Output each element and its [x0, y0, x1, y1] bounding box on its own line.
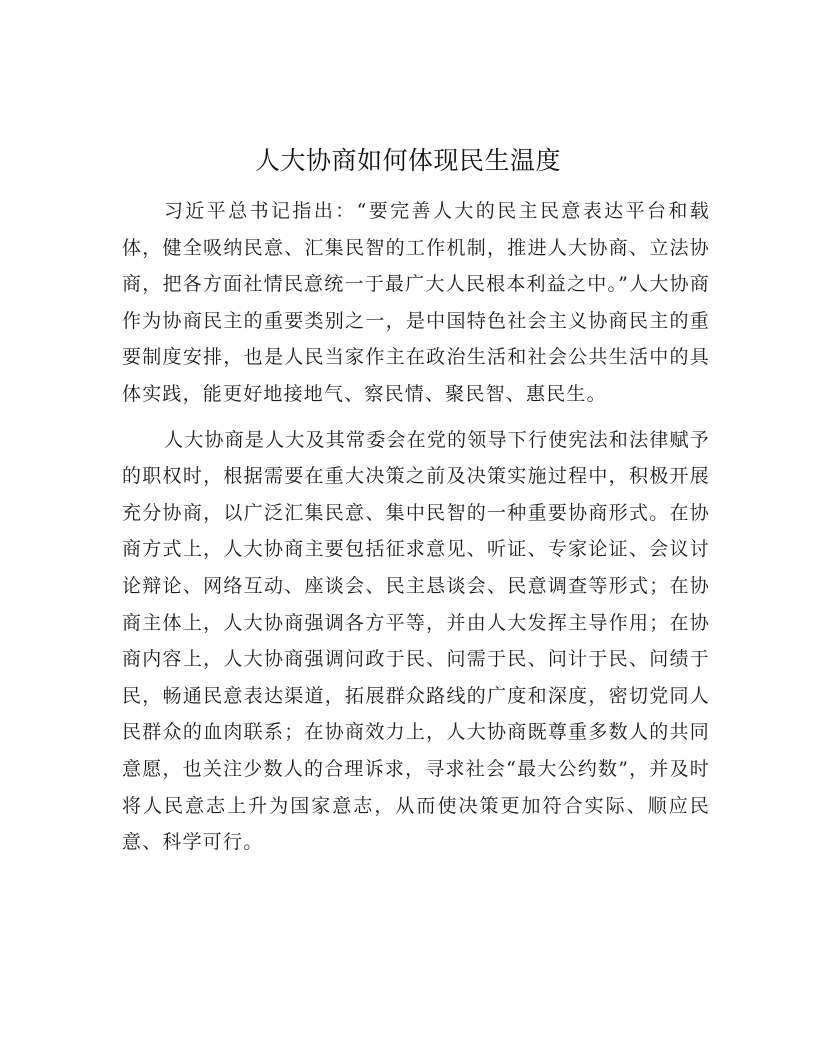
paragraph-2: 人大协商是人大及其常委会在党的领导下行使宪法和法律赋予的职权时，根据需要在重大决策之前及决策实施过程中，积极开展充分协商，以广泛汇集民意、集中民智的一种重要协商形式。在协商方式上，人大协商主要包括征求意见、听证、专家论证、会议讨论辩论、网络互动、座谈会、民主恳谈会、民意调查等形式；在协商主体上，人大协商强调各方平等，并由人大发挥主导作用；在协商内容上，人大协商强调问政于民、问需于民、问计于民、问绩于民，畅通民意表达渠道，拓展群众路线的广度和深度，密切党同人民群众的血肉联系；在协商效力上，人大协商既尊重多数人的共同意愿，也关注少数人的合理诉求，寻求社会“最大公约数”，并及时将人民意志上升为国家意志，从而使决策更加符合实际、顺应民意、科学可行。 [122, 428, 710, 854]
document-body [122, 193, 710, 861]
document-title: 人大协商如何体现民生温度 [254, 146, 561, 175]
paragraph-1: 习近平总书记指出：“要完善人大的民主民意表达平台和载体，健全吸纳民意、汇集民智的工作机制，推进人大协商、立法协商，把各方面社情民意统一于最广大人民根本利益之中。”人大协商作为协商民主的重要类别之一，是中国特色社会主义协商民主的重要制度安排，也是人民当家作主在政治生活和社会公共生活中的具体实践，能更好地接地气、察民情、聚民智、惠民生。 [122, 200, 710, 405]
